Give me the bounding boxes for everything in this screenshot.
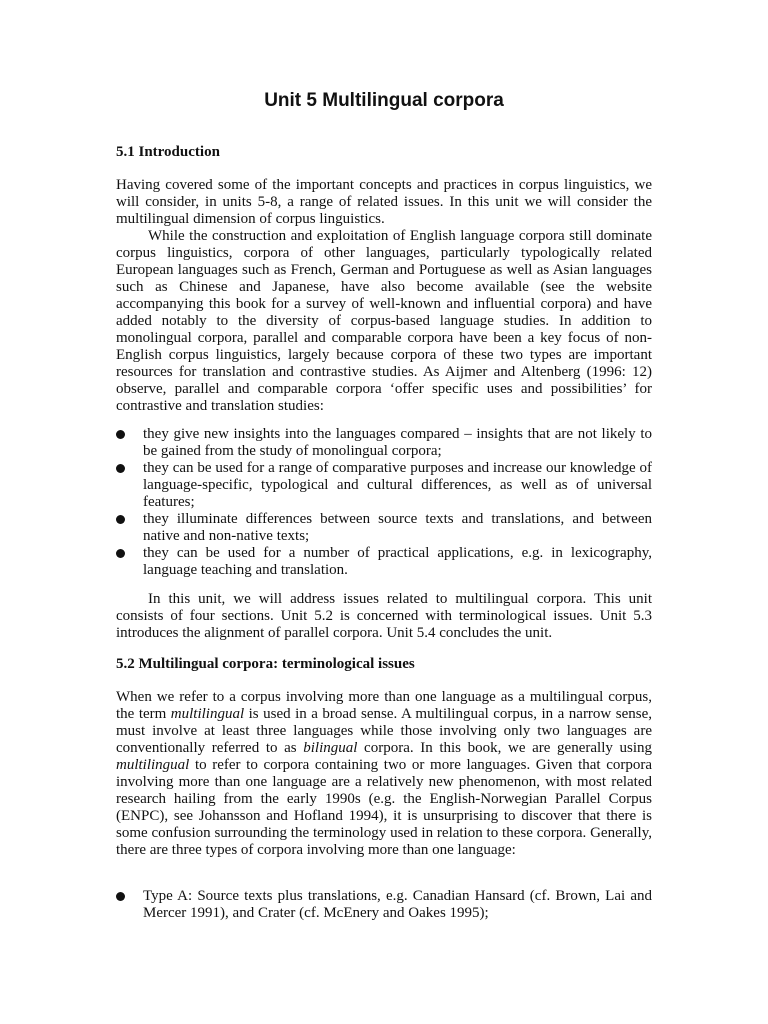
intro-paragraph-3: In this unit, we will address issues related to multilingual corpora. This unit consists of four sections. Unit 5.2 is concerned with terminological issues. Unit 5.3 introduces the alignment of parallel corpora. Unit 5.4 concludes the unit. <box>116 591 652 641</box>
bullet-icon <box>116 515 125 524</box>
corpus-types-list <box>116 888 652 922</box>
bullet-icon <box>116 464 125 473</box>
list-item-text: they can be used for a range of comparative purposes and increase our knowledge of language-specific, typological and cultural differences, as well as of universal features; <box>143 460 652 510</box>
page-title: Unit 5 Multilingual corpora <box>264 90 504 111</box>
section-heading-terminology: 5.2 Multilingual corpora: terminological issues <box>116 656 415 672</box>
section-heading-introduction: 5.1 Introduction <box>116 144 220 160</box>
list-item <box>116 511 652 545</box>
list-item-text: Type A: Source texts plus translations, e.g. Canadian Hansard (cf. Brown, Lai and Mercer 1991), and Crater (cf. McEnery and Oakes 1995); <box>143 888 652 921</box>
intro-paragraph-2: While the construction and exploitation of English language corpora still dominate corpus linguistics, corpora of other languages, particularly typologically related European languages such as French, German and Portuguese as well as Asian languages such as Chinese and Japanese, have also become available (see the website accompanying this book for a survey of well-known and influential corpora) and have added notably to the diversity of corpus-based language studies. In addition to monolingual corpora, parallel and comparable corpora have been a key focus of non-English corpus linguistics, largely because corpora of these two types are important resources for translation and contrastive studies. As Aijmer and Altenberg (1996: 12) observe, parallel and comparable corpora ‘offer specific uses and possibilities’ for contrastive and translation studies: <box>116 228 652 414</box>
intro-paragraph-1: Having covered some of the important concepts and practices in corpus linguistics, we will consider, in units 5-8, a range of related issues. In this unit we will consider the multilingual dimension of corpus linguistics. <box>116 177 652 227</box>
list-item <box>116 545 652 579</box>
list-item-text: they can be used for a number of practical applications, e.g. in lexicography, language teaching and translation. <box>143 545 652 578</box>
bullet-icon <box>116 549 125 558</box>
list-item-text: they illuminate differences between source texts and translations, and between native and non-native texts; <box>143 511 652 544</box>
list-item <box>116 426 652 460</box>
bullet-icon <box>116 892 125 901</box>
intro-bullet-list <box>116 426 652 579</box>
bullet-icon <box>116 430 125 439</box>
terminology-paragraph-1: When we refer to a corpus involving more than one language as a multilingual corpus, the term multilingual is used in a broad sense. A multilingual corpus, in a narrow sense, must involve at least three languages while those involving only two languages are conventionally referred to as bilingual corpora. In this book, we are generally using multilingual to refer to corpora containing two or more languages. Given that corpora involving more than one language are a relatively new phenomenon, with most related research hailing from the early 1990s (e.g. the English-Norwegian Parallel Corpus (ENPC), see Johansson and Hofland 1994), it is unsurprising to discover that there is some confusion surrounding the terminology used in relation to these corpora. Generally, there are three types of corpora involving more than one language: <box>116 689 652 858</box>
list-item <box>116 460 652 511</box>
list-item-text: they give new insights into the languages compared – insights that are not likely to be gained from the study of monolingual corpora; <box>143 426 652 459</box>
list-item <box>116 888 652 922</box>
